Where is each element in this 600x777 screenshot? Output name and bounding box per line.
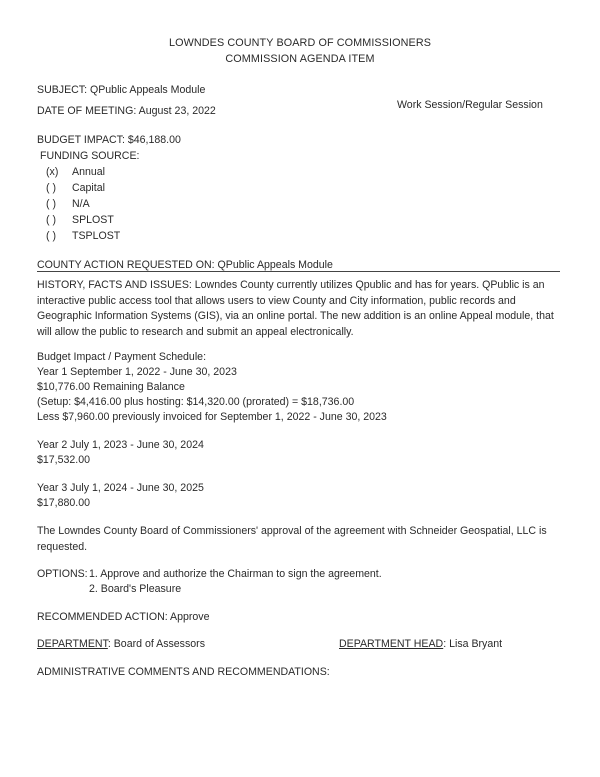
checkbox-mark: ( ) [46, 230, 56, 242]
funding-option-label: N/A [72, 198, 90, 210]
checkbox-mark: ( ) [46, 182, 56, 194]
budget-impact: BUDGET IMPACT: $46,188.00 [37, 134, 181, 146]
subject-line: SUBJECT: QPublic Appeals Module [37, 84, 206, 96]
funding-option-label: Capital [72, 182, 105, 194]
department-head [339, 637, 502, 651]
year1-period: Year 1 September 1, 2022 - June 30, 2023 [37, 366, 237, 378]
department-head-value: : Lisa Bryant [443, 638, 503, 650]
checkbox-mark: ( ) [46, 198, 56, 210]
administrative-comments: ADMINISTRATIVE COMMENTS AND RECOMMENDATIONS: [37, 666, 330, 678]
year1-invoiced-detail: Less $7,960.00 previously invoiced for September 1, 2022 - June 30, 2023 [37, 411, 387, 423]
option-item: 2. Board's Pleasure [89, 583, 182, 595]
history-facts-issues: HISTORY, FACTS AND ISSUES: Lowndes County currently utilizes Qpublic and has for years. QPublic is an interactive public access tool that allows users to view County and City information, public records and Geographic Information Systems (GIS), via an online portal. The new addition is an online Appeal module, that will allow the public to research and submit an appeal electronically. [37, 279, 554, 338]
year2-amount: $17,532.00 [37, 454, 91, 466]
department-head-label: DEPARTMENT HEAD [339, 638, 444, 650]
year1-setup-detail: (Setup: $4,416.00 plus hosting: $14,320.00 (prorated) = $18,736.00 [37, 396, 355, 408]
funding-option-label: TSPLOST [72, 230, 121, 242]
document-title: LOWNDES COUNTY BOARD OF COMMISSIONERS [168, 37, 432, 49]
funding-option-label: SPLOST [72, 214, 114, 226]
funding-option-tsplost [46, 229, 120, 243]
department-value: : Board of Assessors [107, 638, 205, 650]
approval-request: The Lowndes County Board of Commissioners' approval of the agreement with Schneider Geospatial, LLC is requested. [37, 525, 547, 553]
funding-option-annual [46, 165, 105, 179]
option-item: 1. Approve and authorize the Chairman to sign the agreement. [89, 568, 382, 580]
recommended-action: RECOMMENDED ACTION: Approve [37, 611, 210, 623]
funding-source-label: FUNDING SOURCE: [40, 150, 140, 162]
section-divider [37, 271, 560, 272]
options-label: OPTIONS: [37, 568, 88, 580]
year3-period: Year 3 July 1, 2024 - June 30, 2025 [37, 482, 204, 494]
funding-option-splost [46, 213, 114, 227]
department [37, 637, 205, 651]
county-action-requested: COUNTY ACTION REQUESTED ON: QPublic Appeals Module [37, 259, 333, 271]
payment-schedule-heading: Budget Impact / Payment Schedule: [37, 351, 207, 363]
department-label: DEPARTMENT [37, 638, 108, 650]
funding-option-capital [46, 181, 105, 195]
checkbox-mark: ( ) [46, 214, 56, 226]
session-type: Work Session/Regular Session [397, 99, 543, 111]
year3-amount: $17,880.00 [37, 497, 91, 509]
year2-period: Year 2 July 1, 2023 - June 30, 2024 [37, 439, 204, 451]
funding-option-label: Annual [72, 166, 105, 178]
document-subtitle: COMMISSION AGENDA ITEM [225, 53, 375, 65]
meeting-date: DATE OF MEETING: August 23, 2022 [37, 105, 216, 117]
checkbox-mark: (x) [46, 166, 59, 178]
year1-remaining-balance: $10,776.00 Remaining Balance [37, 381, 185, 393]
funding-option-na [46, 197, 90, 211]
